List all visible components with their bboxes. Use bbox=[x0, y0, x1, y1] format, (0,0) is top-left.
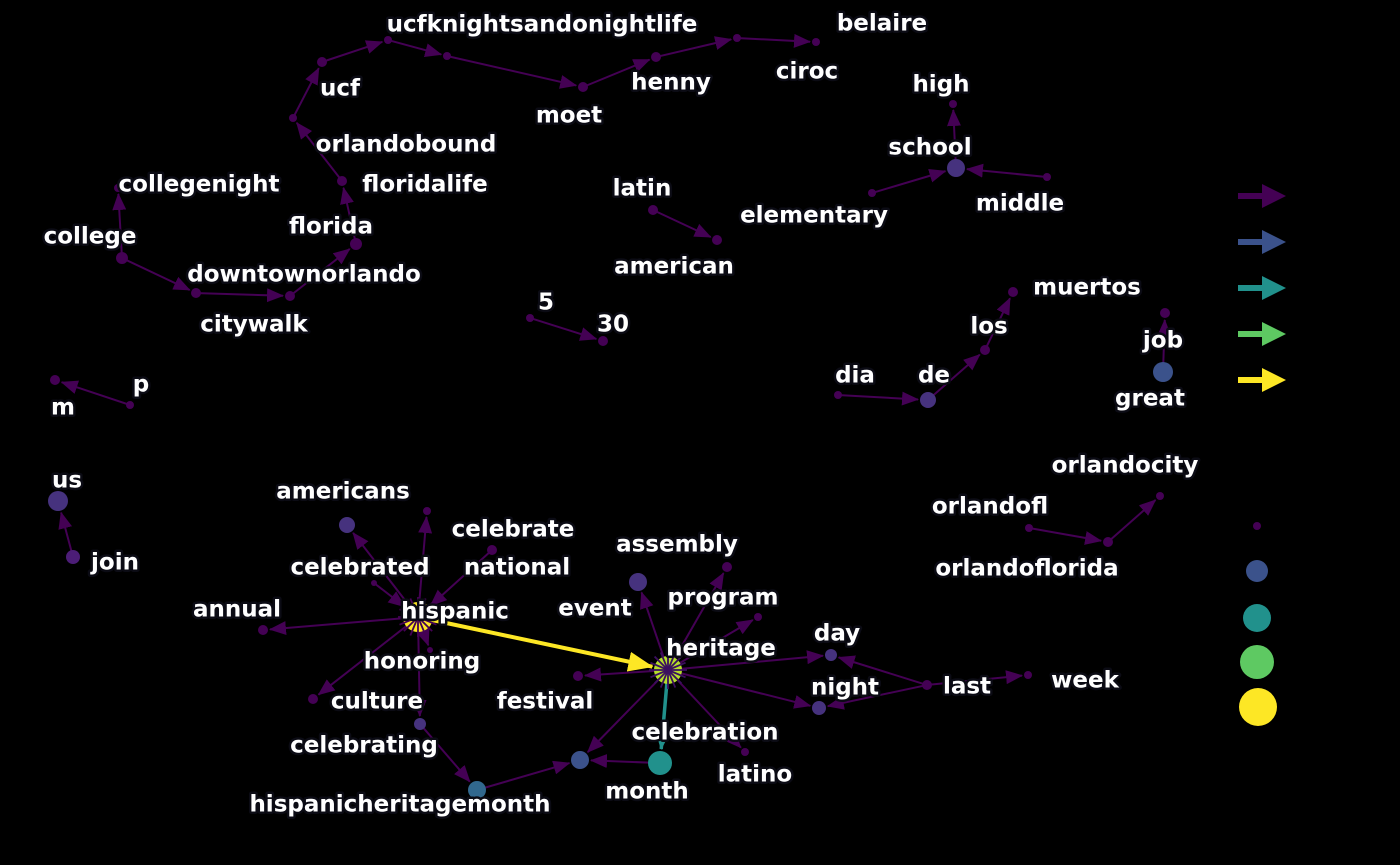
edge-latin-american bbox=[655, 211, 711, 237]
node-label-citywalk: citywalk bbox=[200, 311, 308, 338]
node-label-us: us bbox=[51, 467, 83, 494]
node-belaire bbox=[812, 38, 820, 46]
node-high bbox=[949, 100, 957, 108]
node-celebration bbox=[571, 751, 589, 769]
node-label-orlandofl: orlandofl bbox=[931, 493, 1049, 520]
edge-ucfk-k2 bbox=[390, 40, 442, 54]
node-orlandofl bbox=[1025, 524, 1033, 532]
node-dia bbox=[834, 391, 842, 399]
node-label-celebrating: celebrating bbox=[290, 732, 438, 759]
node-label-americans: americans bbox=[276, 478, 410, 505]
edge-heritage-night bbox=[673, 671, 810, 705]
legend-circle-4 bbox=[1239, 688, 1277, 726]
edge-henny-ciroc bbox=[658, 39, 731, 56]
node-ciroc bbox=[733, 34, 741, 42]
node-labels bbox=[44, 10, 1199, 817]
legend-circle-2 bbox=[1243, 604, 1271, 632]
node-moet bbox=[578, 82, 588, 92]
node-m bbox=[50, 375, 60, 385]
node-label-national: national bbox=[463, 554, 571, 581]
node-los bbox=[980, 345, 990, 355]
edge-k2-moet bbox=[449, 56, 577, 85]
node-label-henny: henny bbox=[631, 69, 711, 96]
node-event bbox=[629, 573, 647, 591]
node-label-orlandocity: orlandocity bbox=[1051, 452, 1199, 479]
node-label-latino: latino bbox=[717, 761, 793, 788]
node-label-job: job bbox=[1142, 327, 1184, 354]
node-label-month: month bbox=[605, 778, 689, 805]
node-celebrating bbox=[414, 718, 426, 730]
node-orlandobound bbox=[289, 114, 297, 122]
node-night bbox=[812, 701, 826, 715]
edge-college-citywalk bbox=[124, 259, 190, 290]
node-annual bbox=[258, 625, 268, 635]
node-de bbox=[920, 392, 936, 408]
node-culture bbox=[308, 694, 318, 704]
node-label-culture: culture bbox=[330, 688, 424, 715]
node-label-honoring: honoring bbox=[363, 648, 481, 675]
node-label-collegenight: collegenight bbox=[118, 171, 280, 198]
node-americans bbox=[339, 517, 355, 533]
edge-month-celebration bbox=[591, 760, 655, 762]
node-college bbox=[116, 252, 128, 264]
node-thirty bbox=[598, 336, 608, 346]
edge-hispanic-annual bbox=[270, 618, 412, 630]
edge-dia-de bbox=[840, 395, 918, 399]
node-label-los: los bbox=[970, 313, 1008, 340]
node-latin bbox=[648, 205, 658, 215]
node-label-event: event bbox=[558, 595, 632, 622]
edge-five-thirty bbox=[532, 318, 597, 338]
node-great bbox=[1153, 362, 1173, 382]
node-month bbox=[648, 751, 672, 775]
node-orlandoflorida bbox=[1103, 537, 1113, 547]
node-label-downtownorlando: downtownorlando bbox=[187, 261, 421, 288]
node-last bbox=[922, 680, 932, 690]
node-label-florida: florida bbox=[288, 213, 374, 240]
legend-arrow-4 bbox=[1238, 368, 1286, 392]
node-label-moet: moet bbox=[535, 102, 603, 129]
node-p bbox=[126, 401, 134, 409]
node-muertos bbox=[1008, 287, 1018, 297]
node-label-ucfk: ucfknightsandonightlife bbox=[386, 11, 698, 38]
edges bbox=[61, 38, 1165, 789]
node-label-annual: annual bbox=[192, 596, 282, 623]
node-label-dia: dia bbox=[835, 362, 875, 389]
edge-hhm-celebration bbox=[480, 763, 569, 789]
edge-ucf-ucfk bbox=[324, 42, 382, 61]
node-citywalk bbox=[191, 288, 201, 298]
node-latino bbox=[741, 748, 749, 756]
node-label-floridalife: floridalife bbox=[362, 171, 488, 198]
edge-citywalk-downtownorlando bbox=[198, 293, 283, 296]
legend-arrow-3 bbox=[1238, 322, 1286, 346]
legend-node-sizes bbox=[1239, 522, 1277, 726]
legend-edge-weights bbox=[1238, 184, 1286, 392]
node-label-orlandoflorida: orlandoflorida bbox=[935, 555, 1119, 582]
edge-heritage-festival bbox=[585, 670, 662, 675]
node-assembly bbox=[722, 562, 732, 572]
node-label-day: day bbox=[813, 620, 861, 647]
node-day bbox=[825, 649, 837, 661]
edge-orlandobound-ucf bbox=[294, 68, 319, 116]
node-label-high: high bbox=[912, 71, 970, 98]
node-label-middle: middle bbox=[975, 190, 1065, 217]
node-label-ucf: ucf bbox=[319, 75, 361, 102]
node-floridalife bbox=[337, 176, 347, 186]
node-label-last: last bbox=[942, 673, 992, 700]
node-label-p: p bbox=[132, 371, 150, 398]
node-label-hispanic: hispanic bbox=[401, 598, 509, 625]
node-henny bbox=[651, 52, 661, 62]
node-job bbox=[1160, 308, 1170, 318]
node-label-school: school bbox=[888, 134, 972, 161]
node-k2 bbox=[443, 52, 451, 60]
node-label-join: join bbox=[91, 549, 139, 576]
node-label-orlandobound: orlandobound bbox=[315, 131, 497, 158]
node-downtownorlando bbox=[285, 291, 295, 301]
node-label-assembly: assembly bbox=[616, 531, 738, 558]
node-festival bbox=[573, 671, 583, 681]
node-label-celebrated: celebrated bbox=[290, 554, 430, 581]
edge-orlandofl-orlandoflorida bbox=[1031, 528, 1102, 540]
node-label-celebration: celebration bbox=[631, 719, 779, 746]
node-american bbox=[712, 235, 722, 245]
node-florida bbox=[350, 238, 362, 250]
edge-ciroc-belaire bbox=[739, 38, 810, 42]
node-label-muertos: muertos bbox=[1033, 274, 1141, 301]
node-elementary bbox=[868, 189, 876, 197]
edge-middle-school bbox=[967, 169, 1045, 177]
legend-arrow-1 bbox=[1238, 230, 1286, 254]
edge-elementary-school bbox=[874, 171, 946, 192]
node-us bbox=[48, 491, 68, 511]
legend-arrow-2 bbox=[1238, 276, 1286, 300]
legend-circle-1 bbox=[1246, 560, 1268, 582]
node-celebrated bbox=[371, 580, 377, 586]
node-label-de: de bbox=[917, 362, 951, 389]
node-label-m: m bbox=[51, 394, 75, 421]
node-orlandocity bbox=[1156, 492, 1164, 500]
node-ucf bbox=[317, 57, 327, 67]
node-label-night: night bbox=[810, 674, 880, 701]
edge-heritage-event bbox=[642, 592, 667, 664]
nodes bbox=[48, 34, 1173, 799]
node-label-hhm: hispanicheritagemonth bbox=[249, 791, 551, 818]
node-label-ciroc: ciroc bbox=[775, 58, 839, 85]
node-label-heritage: heritage bbox=[666, 635, 776, 662]
legend-circle-3 bbox=[1240, 645, 1274, 679]
node-school bbox=[947, 159, 965, 177]
node-label-five: 5 bbox=[537, 289, 555, 316]
node-label-latin: latin bbox=[612, 175, 672, 202]
node-label-festival: festival bbox=[496, 688, 594, 715]
node-middle bbox=[1043, 173, 1051, 181]
edge-join-us bbox=[61, 513, 72, 555]
node-label-celebrate: celebrate bbox=[451, 516, 575, 543]
legend-arrow-0 bbox=[1238, 184, 1286, 208]
node-label-thirty: 30 bbox=[596, 311, 630, 338]
node-label-college: college bbox=[43, 223, 137, 250]
edge-orlandoflorida-orlandocity bbox=[1109, 500, 1155, 541]
node-week bbox=[1024, 671, 1032, 679]
node-label-belaire: belaire bbox=[836, 10, 928, 37]
node-label-program: program bbox=[667, 584, 779, 611]
node-label-week: week bbox=[1051, 667, 1119, 694]
node-label-american: american bbox=[614, 253, 734, 280]
node-join bbox=[66, 550, 80, 564]
node-five bbox=[526, 314, 534, 322]
node-celebrate bbox=[423, 507, 431, 515]
node-label-great: great bbox=[1115, 385, 1185, 412]
legend-circle-0 bbox=[1253, 522, 1261, 530]
node-program bbox=[754, 613, 762, 621]
node-label-elementary: elementary bbox=[740, 202, 888, 229]
